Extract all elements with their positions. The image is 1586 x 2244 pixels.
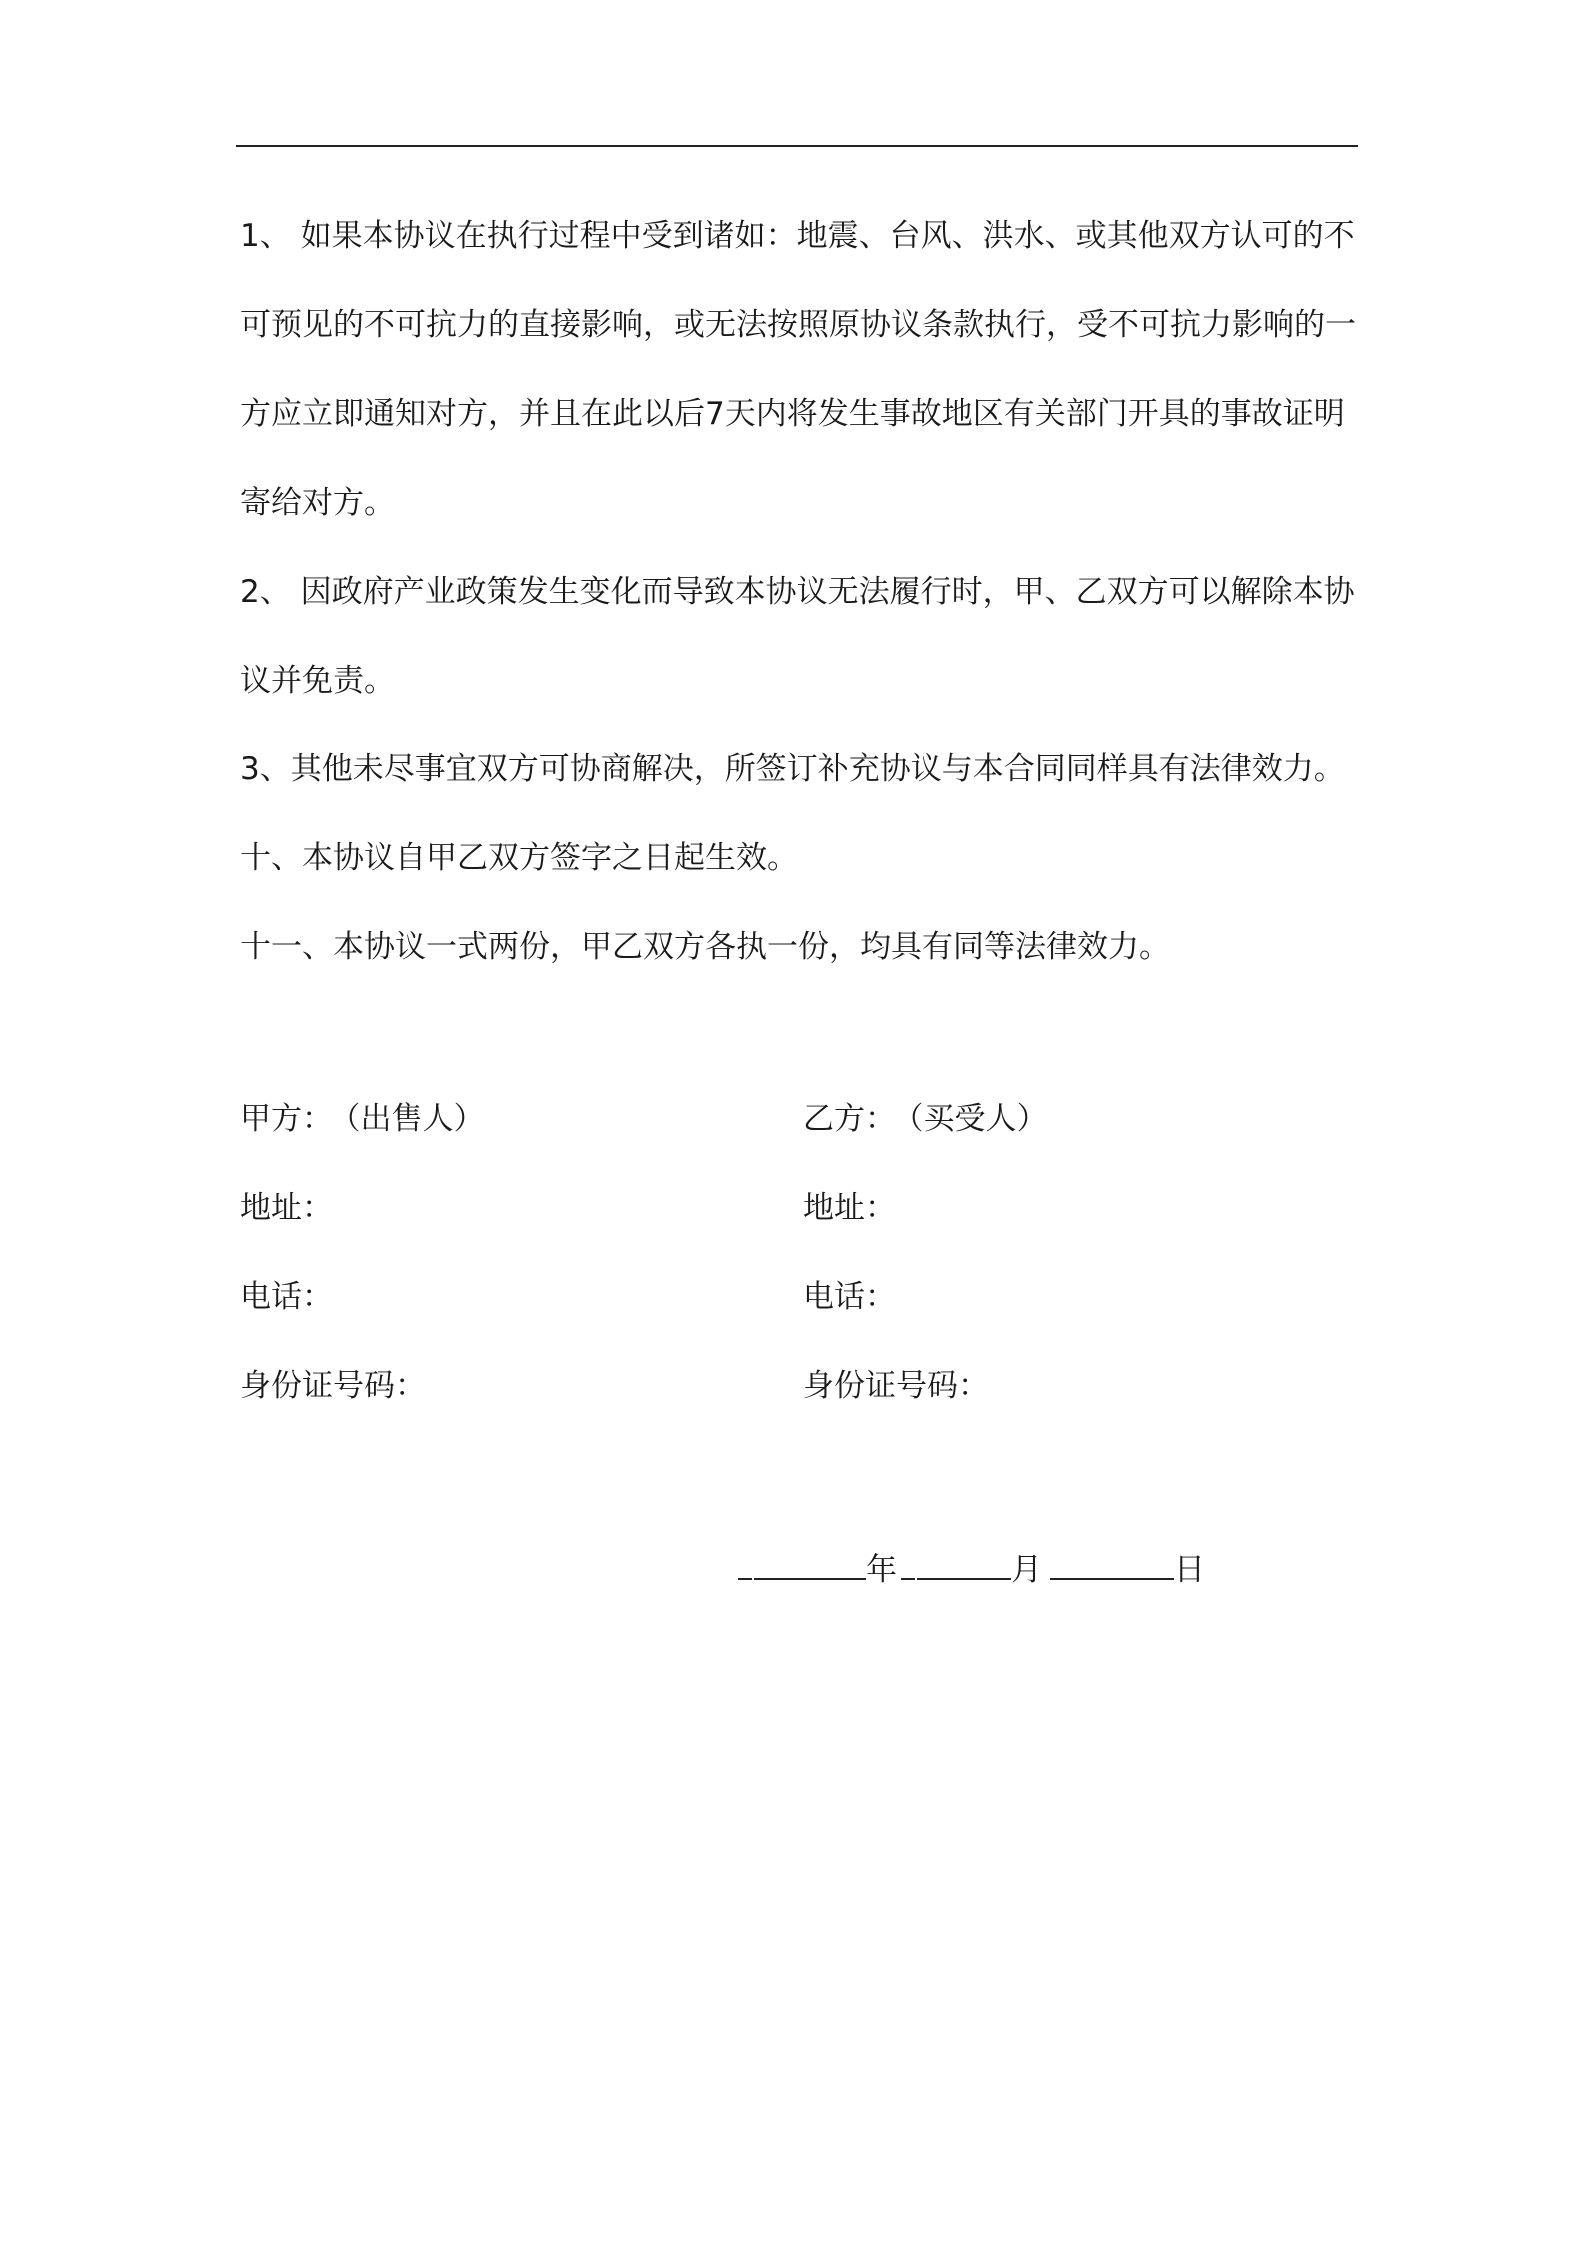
party-a-heading [240, 1075, 760, 1164]
party-b-phone-label: 电话： [803, 1279, 896, 1315]
year-label: 年 [866, 1552, 897, 1588]
party-b-block [803, 1075, 1323, 1431]
party-b-label: 乙方： [803, 1101, 896, 1137]
party-b-role: （买受人） [908, 1101, 1048, 1137]
date-blank-lead [738, 1552, 752, 1580]
day-blank [1050, 1552, 1174, 1580]
clause-other-matters: 3、其他未尽事宜双方可协商解决，所签订补充协议与本合同同样具有法律效力。 [240, 751, 1345, 787]
clause-policy-change: 2、 因政府产业政策发生变化而导致本协议无法履行时，甲、乙双方可以解除本协议并免责。 [240, 574, 1355, 699]
signing-date-line [738, 1526, 1205, 1615]
month-label: 月 [1011, 1552, 1042, 1588]
party-b-heading [803, 1075, 1323, 1164]
year-blank [754, 1552, 866, 1580]
party-a-id-label: 身份证号码： [240, 1368, 426, 1404]
party-b-id-label: 身份证号码： [803, 1368, 989, 1404]
header-rule [236, 145, 1358, 147]
date-blank-lead-2 [901, 1552, 915, 1580]
party-a-address-label: 地址： [240, 1190, 333, 1226]
clause-copies: 十一、本协议一式两份，甲乙双方各执一份，均具有同等法律效力。 [240, 929, 1170, 965]
month-blank [917, 1552, 1011, 1580]
party-a-block [240, 1075, 760, 1431]
party-b-address-label: 地址： [803, 1190, 896, 1226]
party-a-role: （出售人） [345, 1101, 485, 1137]
clause-effective-date: 十、本协议自甲乙双方签字之日起生效。 [240, 840, 798, 876]
clause-force-majeure: 1、 如果本协议在执行过程中受到诸如：地震、台风、洪水、或其他双方认可的不可预见的不可抗力的直接影响，或无法按照原协议条款执行，受不可抗力影响的一方应立即通知对方，并且在此以后7天内将发生事故地区有关部门开具的事故证明寄给对方。 [240, 218, 1356, 521]
party-a-label: 甲方： [240, 1101, 333, 1137]
party-a-phone-label: 电话： [240, 1279, 333, 1315]
day-label: 日 [1174, 1552, 1205, 1588]
